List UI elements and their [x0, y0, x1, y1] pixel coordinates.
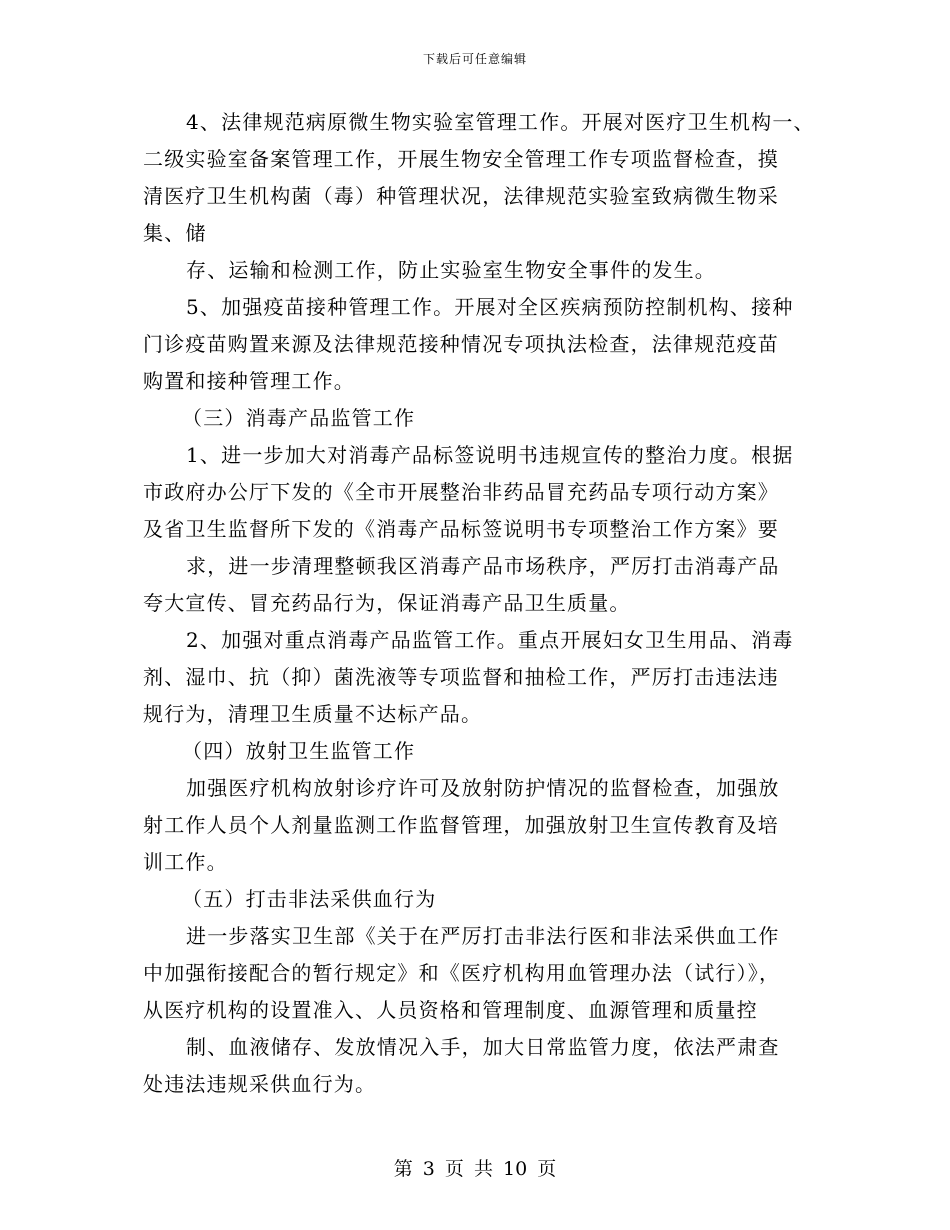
text-line: 中加强衔接配合的暂行规定》和《医疗机构用血管理办法（试行）》，	[143, 961, 781, 985]
text-line: 清医疗卫生机构菌（毒）种管理状况，法律规范实验室致病微生物采	[143, 184, 779, 208]
text-line: 进一步落实卫生部《关于在严厉打击非法行医和非法采供血工作	[186, 924, 780, 948]
text-line: 集、储	[143, 221, 207, 245]
text-line: 夸大宣传、冒充药品行为，保证消毒产品卫生质量。	[143, 591, 631, 615]
text-line: 1、进一步加大对消毒产品标签说明书违规宣传的整治力度。根据	[186, 443, 794, 467]
text-line: 购置和接种管理工作。	[143, 369, 355, 393]
text-line: 制、血液储存、发放情况入手，加大日常监管力度，依法严肃查	[186, 1035, 780, 1059]
text-line: 射工作人员个人剂量监测工作监督管理，加强放射卫生宣传教育及培	[143, 813, 779, 837]
text-line: 剂、湿巾、抗（抑）菌洗液等专项监督和抽检工作，严厉打击违法违	[143, 665, 779, 689]
section-heading: （四）放射卫生监管工作	[182, 739, 416, 763]
text-line: 5、加强疫苗接种管理工作。开展对全区疾病预防控制机构、接种	[186, 295, 794, 319]
page-header: 下载后可任意编辑	[422, 52, 527, 66]
text-line: 存、运输和检测工作，防止实验室生物安全事件的发生。	[186, 258, 716, 282]
text-line: 及省卫生监督所下发的《消毒产品标签说明书专项整治工作方案》要	[143, 517, 779, 541]
section-heading: （五）打击非法采供血行为	[182, 887, 437, 911]
text-line: 加强医疗机构放射诊疗许可及放射防护情况的监督检查，加强放	[186, 776, 780, 800]
page-number: 第 3 页 共 10 页	[393, 1158, 557, 1180]
text-line: 门诊疫苗购置来源及法律规范接种情况专项执法检查，法律规范疫苗	[143, 332, 779, 356]
text-line: 规行为，清理卫生质量不达标产品。	[143, 702, 483, 726]
section-heading: （三）消毒产品监管工作	[182, 406, 416, 430]
text-line: 处违法违规采供血行为。	[143, 1072, 377, 1096]
text-line: 求，进一步清理整顿我区消毒产品市场秩序，严厉打击消毒产品	[186, 554, 780, 578]
text-line: 训工作。	[143, 850, 228, 874]
text-line: 市政府办公厅下发的《全市开展整治非药品冒充药品专项行动方案》	[143, 480, 779, 504]
text-line: 4、法律规范病原微生物实验室管理工作。开展对医疗卫生机构一、	[186, 110, 815, 134]
text-line: 二级实验室备案管理工作，开展生物安全管理工作专项监督检查，摸	[143, 147, 779, 171]
text-line: 2、加强对重点消毒产品监管工作。重点开展妇女卫生用品、消毒	[186, 628, 794, 652]
text-line: 从医疗机构的设置准入、人员资格和管理制度、血源管理和质量控	[143, 998, 758, 1022]
